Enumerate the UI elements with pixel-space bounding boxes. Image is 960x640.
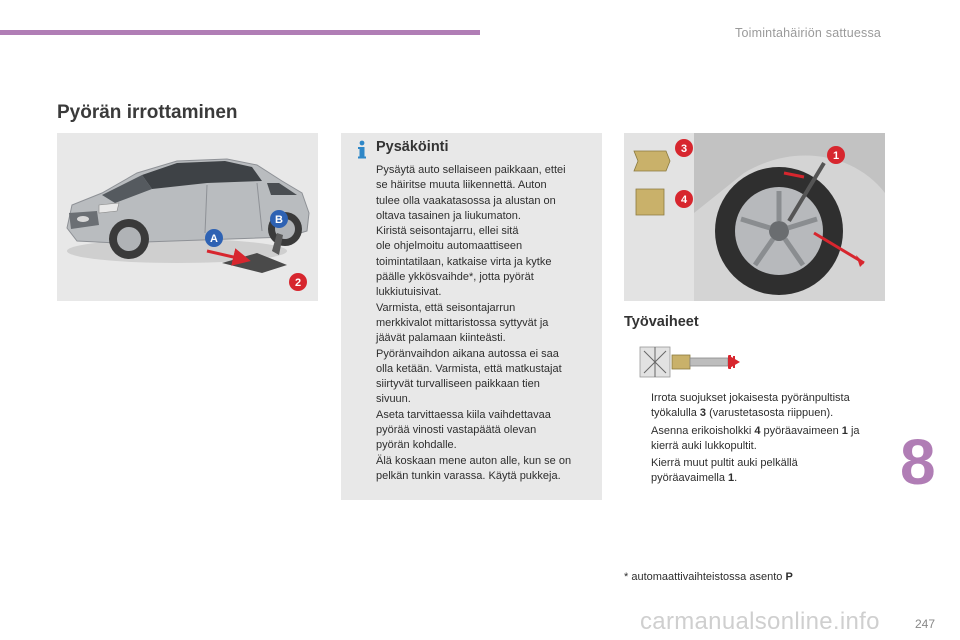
step-text: ja <box>847 424 860 437</box>
footnote-gear: P <box>785 571 793 583</box>
callout-b: B <box>275 214 283 226</box>
page-number: 247 <box>915 617 936 631</box>
info-icon <box>355 140 369 160</box>
step-text: Asenna erikoisholkki <box>651 424 755 437</box>
footnote-text: * automaattivaihteistossa asento <box>624 571 786 583</box>
callout-a: A <box>210 233 218 245</box>
callout-3: 3 <box>680 143 688 155</box>
watermark: carmanualsonline.info <box>640 608 880 635</box>
parking-line: päälle ykkösvaihde*, jotta pyörät <box>376 271 534 284</box>
parking-line: ole ohjelmoitu automaattiseen <box>376 240 523 253</box>
parking-line: Kiristä seisontajarru, ellei sitä <box>376 225 519 238</box>
parking-line: Aseta tarvittaessa kiila vaihdettavaa <box>376 408 551 421</box>
parking-line: Älä koskaan mene auton alle, kun se on <box>376 454 572 467</box>
parking-line: pyörää vinosti vastapäätä olevan <box>376 424 537 437</box>
footnote <box>624 571 793 583</box>
steps-list <box>624 391 884 489</box>
parking-line: sivuun. <box>376 393 411 406</box>
callout-4: 4 <box>680 194 688 206</box>
step-text: pyöräavaimeen <box>760 424 842 437</box>
chapter-number: 8 <box>900 426 936 498</box>
step-ref: 3 <box>699 407 707 420</box>
section-color-bar <box>0 30 480 35</box>
step-text: pyöräavaimella <box>651 472 729 485</box>
step-item <box>624 424 884 455</box>
parking-line: oltava tasainen ja liukumaton. <box>376 209 521 222</box>
callout-1: 1 <box>832 150 840 162</box>
parking-line: lukkiutuisivat. <box>376 286 442 299</box>
car-drawing <box>57 133 318 301</box>
parking-line: olla ketään. Varmista, että matkustajat <box>376 362 562 375</box>
parking-line: toimintatilaan, katkaise virta ja kytke <box>376 255 552 268</box>
step-text: työkalulla <box>651 407 700 420</box>
step-ref: 1 <box>728 472 735 485</box>
socket-wrench-illustration <box>638 343 758 381</box>
step-item <box>624 391 884 422</box>
step-ref: 1 <box>841 424 848 437</box>
step-item <box>624 456 884 487</box>
step-ref: 4 <box>754 424 761 437</box>
step-text: Irrota suojukset jokaisesta pyöränpultista <box>651 392 850 404</box>
callout-2: 2 <box>294 277 302 289</box>
parking-line: Pysäytä auto sellaiseen paikkaan, ettei <box>376 164 566 176</box>
step-text: Kierrä muut pultit auki pelkällä <box>651 457 798 470</box>
parking-text <box>376 163 596 484</box>
parking-line: merkkivalot mittaristossa syttyvät ja <box>376 316 549 329</box>
car-illustration <box>57 133 318 301</box>
steps-title: Työvaiheet <box>624 314 699 330</box>
step-text: kierrä auki lukkopultit. <box>651 439 757 452</box>
parking-line: tulee olla vaakatasossa ja alustan on <box>376 194 556 207</box>
step-text: . <box>734 472 738 485</box>
parking-line: Pyöränvaihdon aikana autossa ei saa <box>376 347 559 360</box>
wheel-drawing <box>624 133 885 301</box>
parking-line: siirtyvät turvalliseen paikkaan tien <box>376 378 540 391</box>
step-text: (varustetasosta riippuen). <box>706 407 834 420</box>
parking-line: pyörän kohdalle. <box>376 439 457 452</box>
parking-line: pelkän tunkin varassa. Käytä pukkeja. <box>376 469 561 482</box>
page-title: Pyörän irrottaminen <box>57 102 238 123</box>
wheel-illustration <box>624 133 885 301</box>
parking-line: Varmista, että seisontajarrun <box>376 301 516 314</box>
parking-title: Pysäköinti <box>376 139 449 155</box>
section-title: Toimintahäiriön sattuessa <box>735 26 882 40</box>
parking-line: se häiritse muuta liikennettä. Auton <box>376 179 547 192</box>
parking-line: jäävät palamaan kiinteästi. <box>376 332 506 345</box>
